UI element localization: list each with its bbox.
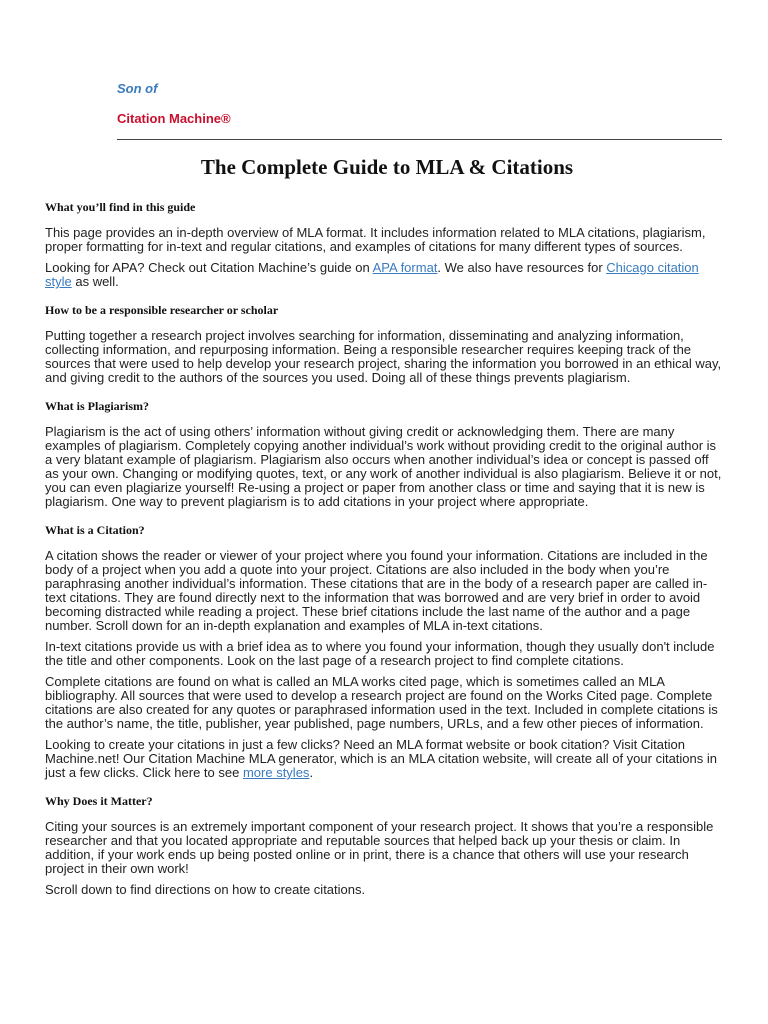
article-body <box>45 152 725 904</box>
section-heading: What is Plagiarism? <box>45 399 149 413</box>
paragraph <box>45 261 725 289</box>
text-run: . We also have resources for <box>437 260 607 275</box>
paragraph: A citation shows the reader or viewer of your project where you found your information. Citations are included in the body of a project when you add a quote into your project. Citations are also included in the body when you’re paraphrasing another individual’s information. These citations that are in the body of a research paper are called in-text citations. They are found directly next to the information that was borrowed and are very brief in order to avoid becoming distracted while reading a project. These brief citations include the last name of the author and a page number. Scroll down for an in-depth explanation and examples of MLA in-text citations. <box>45 548 708 633</box>
paragraph: Citing your sources is an extremely important component of your research project. It shows that you’re a responsible researcher and that you located appropriate and reputable sources that helped back up your thesis or claim. In addition, if your work ends up being posted online or in print, there is a chance that others will use your research project in their own work! <box>45 819 714 876</box>
more-styles-link[interactable]: more styles <box>242 765 310 780</box>
brand-subtitle: Son of <box>117 81 158 96</box>
brand-logo[interactable] <box>117 80 231 128</box>
paragraph: This page provides an in-depth overview of MLA format. It includes information related to MLA citations, plagiarism, proper formatting for in-text and regular citations, and examples of citations for many different types of sources. <box>45 225 706 254</box>
section-heading: What is a Citation? <box>45 523 145 537</box>
section-heading: Why Does it Matter? <box>45 794 153 808</box>
apa-format-link[interactable]: APA format <box>372 260 438 275</box>
section-citation <box>45 523 725 780</box>
paragraph <box>45 738 725 780</box>
chicago-style-link[interactable]: Chicago citation style <box>45 260 699 289</box>
paragraph: Putting together a research project involves searching for information, disseminating and analyzing information, collecting information, and repurposing information. Being a responsible researcher requires keeping track of the sources that were used to help develop your research project, sharing the information you borrowed in an ethical way, and giving credit to the authors of the sources you used. Doing all of these things prevents plagiarism. <box>45 328 722 385</box>
brand-name: Citation Machine® <box>117 111 231 126</box>
paragraph: Scroll down to find directions on how to create citations. <box>45 882 366 897</box>
section-why-matter <box>45 794 725 897</box>
section-responsible-researcher <box>45 303 725 385</box>
section-heading: What you’ll find in this guide <box>45 200 196 214</box>
section-heading: How to be a responsible researcher or scholar <box>45 303 279 317</box>
header-divider <box>117 139 722 140</box>
text-run: . <box>309 765 314 780</box>
paragraph: Complete citations are found on what is called an MLA works cited page, which is sometimes called an MLA bibliography. All sources that were used to develop a research project are found on the Works Cited page. Complete citations are also created for any quotes or paraphrased information used in the text. Included in complete citations is the author’s name, the title, publisher, year published, page numbers, URLs, and a few other pieces of information. <box>45 674 718 731</box>
text-run: as well. <box>71 274 119 289</box>
paragraph: Plagiarism is the act of using others’ information without giving credit or acknowledging them. There are many examples of plagiarism. Completely copying another individual’s work without providing credit to the original author is a very blatant example of plagiarism. Plagiarism also occurs when another individual’s idea or concept is passed off as your own. Changing or modifying quotes, text, or any work of another individual is also plagiarism. Believe it or not, you can even plagiarize yourself! Re-using a project or paper from another class or time and saying that it is new is plagiarism. One way to prevent plagiarism is to add citations in your project where appropriate. <box>45 424 722 509</box>
section-guide-overview <box>45 200 725 289</box>
page-title: The Complete Guide to MLA & Citations <box>200 155 574 179</box>
paragraph: In-text citations provide us with a brief idea as to where you found your information, though they usually don't include the title and other components. Look on the last page of a research project to find complete citations. <box>45 639 715 668</box>
text-run: Looking to create your citations in just a few clicks? Need an MLA format website or book citation? Visit Citation Machine.net! Our Citation Machine MLA generator, which is an MLA citation website, will create all of your citations in just a few clicks. Click here to see <box>45 737 717 780</box>
section-plagiarism <box>45 399 725 509</box>
text-run: Looking for APA? Check out Citation Machine’s guide on <box>45 260 373 275</box>
